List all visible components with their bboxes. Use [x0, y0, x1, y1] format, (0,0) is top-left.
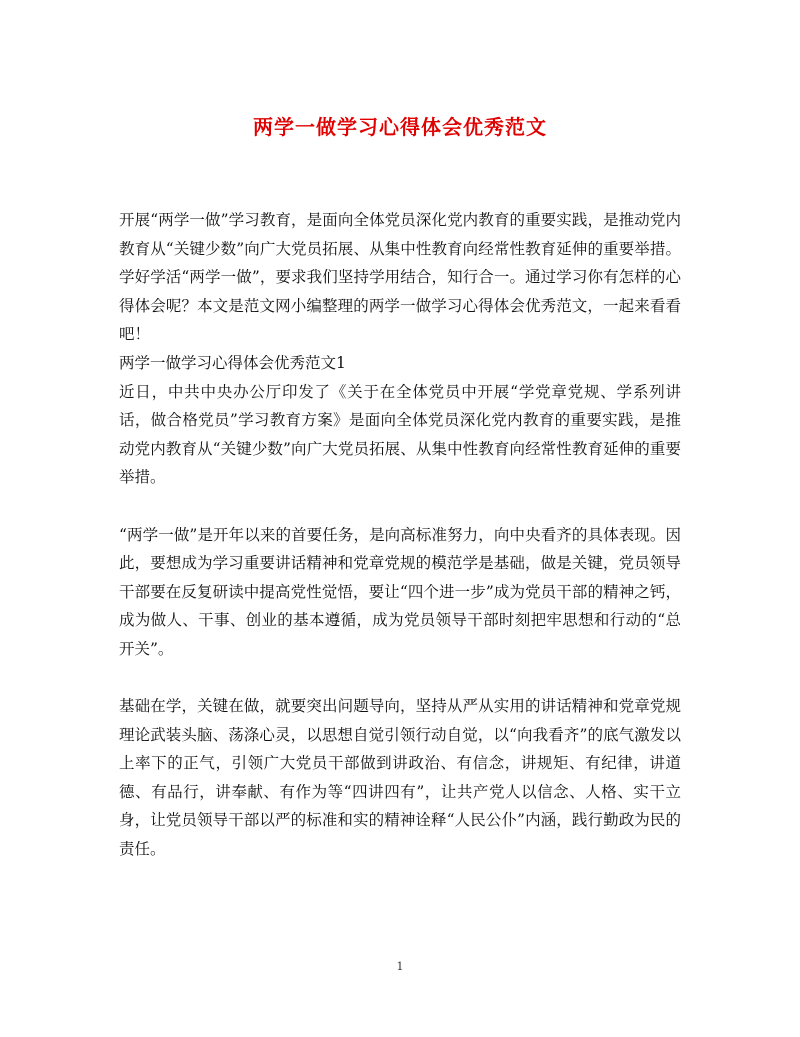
document-title: 两学一做学习心得体会优秀范文	[253, 115, 547, 139]
body-paragraph-2: “两学一做”是开年以来的首要任务，是向高标准努力，向中央看齐的具体表现。因此，要想成为学习重要讲话精神和党章党规的模范学是基础，做是关键，党员领导干部要在反复研读中提高党性觉悟，要让“四个进一步”成为党员干部的精神之钙，成为做人、干事、创业的基本遵循，成为党员领导干部时刻把牢思想和行动的“总开关”。	[119, 525, 681, 658]
page-number: 1	[396, 960, 404, 973]
section-heading: 两学一做学习心得体会优秀范文1	[119, 353, 346, 372]
body-paragraph-1: 近日，中共中央办公厅印发了《关于在全体党员中开展“学党章党规、学系列讲话，做合格党员”学习教育方案》是面向全体党员深化党内教育的重要实践，是推动党内教育从“关键少数”向广大党员拓展、从集中性教育向经常性教育延伸的重要举措。	[119, 382, 681, 487]
body-paragraph-3: 基础在学，关键在做，就要突出问题导向，坚持从严从实用的讲话精神和党章党规理论武装头脑、荡涤心灵，以思想自觉引领行动自觉，以“向我看齐”的底气激发以上率下的正气，引领广大党员干部做到讲政治、有信念，讲规矩、有纪律，讲道德、有品行，讲奉献、有作为等“四讲四有”，让共产党人以信念、人格、实干立身，让党员领导干部以严的标准和实的精神诠释“人民公仆”内涵，践行勤政为民的责任。	[119, 697, 681, 859]
intro-paragraph: 开展“两学一做”学习教育，是面向全体党员深化党内教育的重要实践，是推动党内教育从“关键少数”向广大党员拓展、从集中性教育向经常性教育延伸的重要举措。学好学活“两学一做”，要求我们坚持学用结合，知行合一。通过学习你有怎样的心得体会呢？本文是范文网小编整理的两学一做学习心得体会优秀范文，一起来看看吧！	[119, 211, 681, 344]
document-body	[119, 206, 681, 864]
